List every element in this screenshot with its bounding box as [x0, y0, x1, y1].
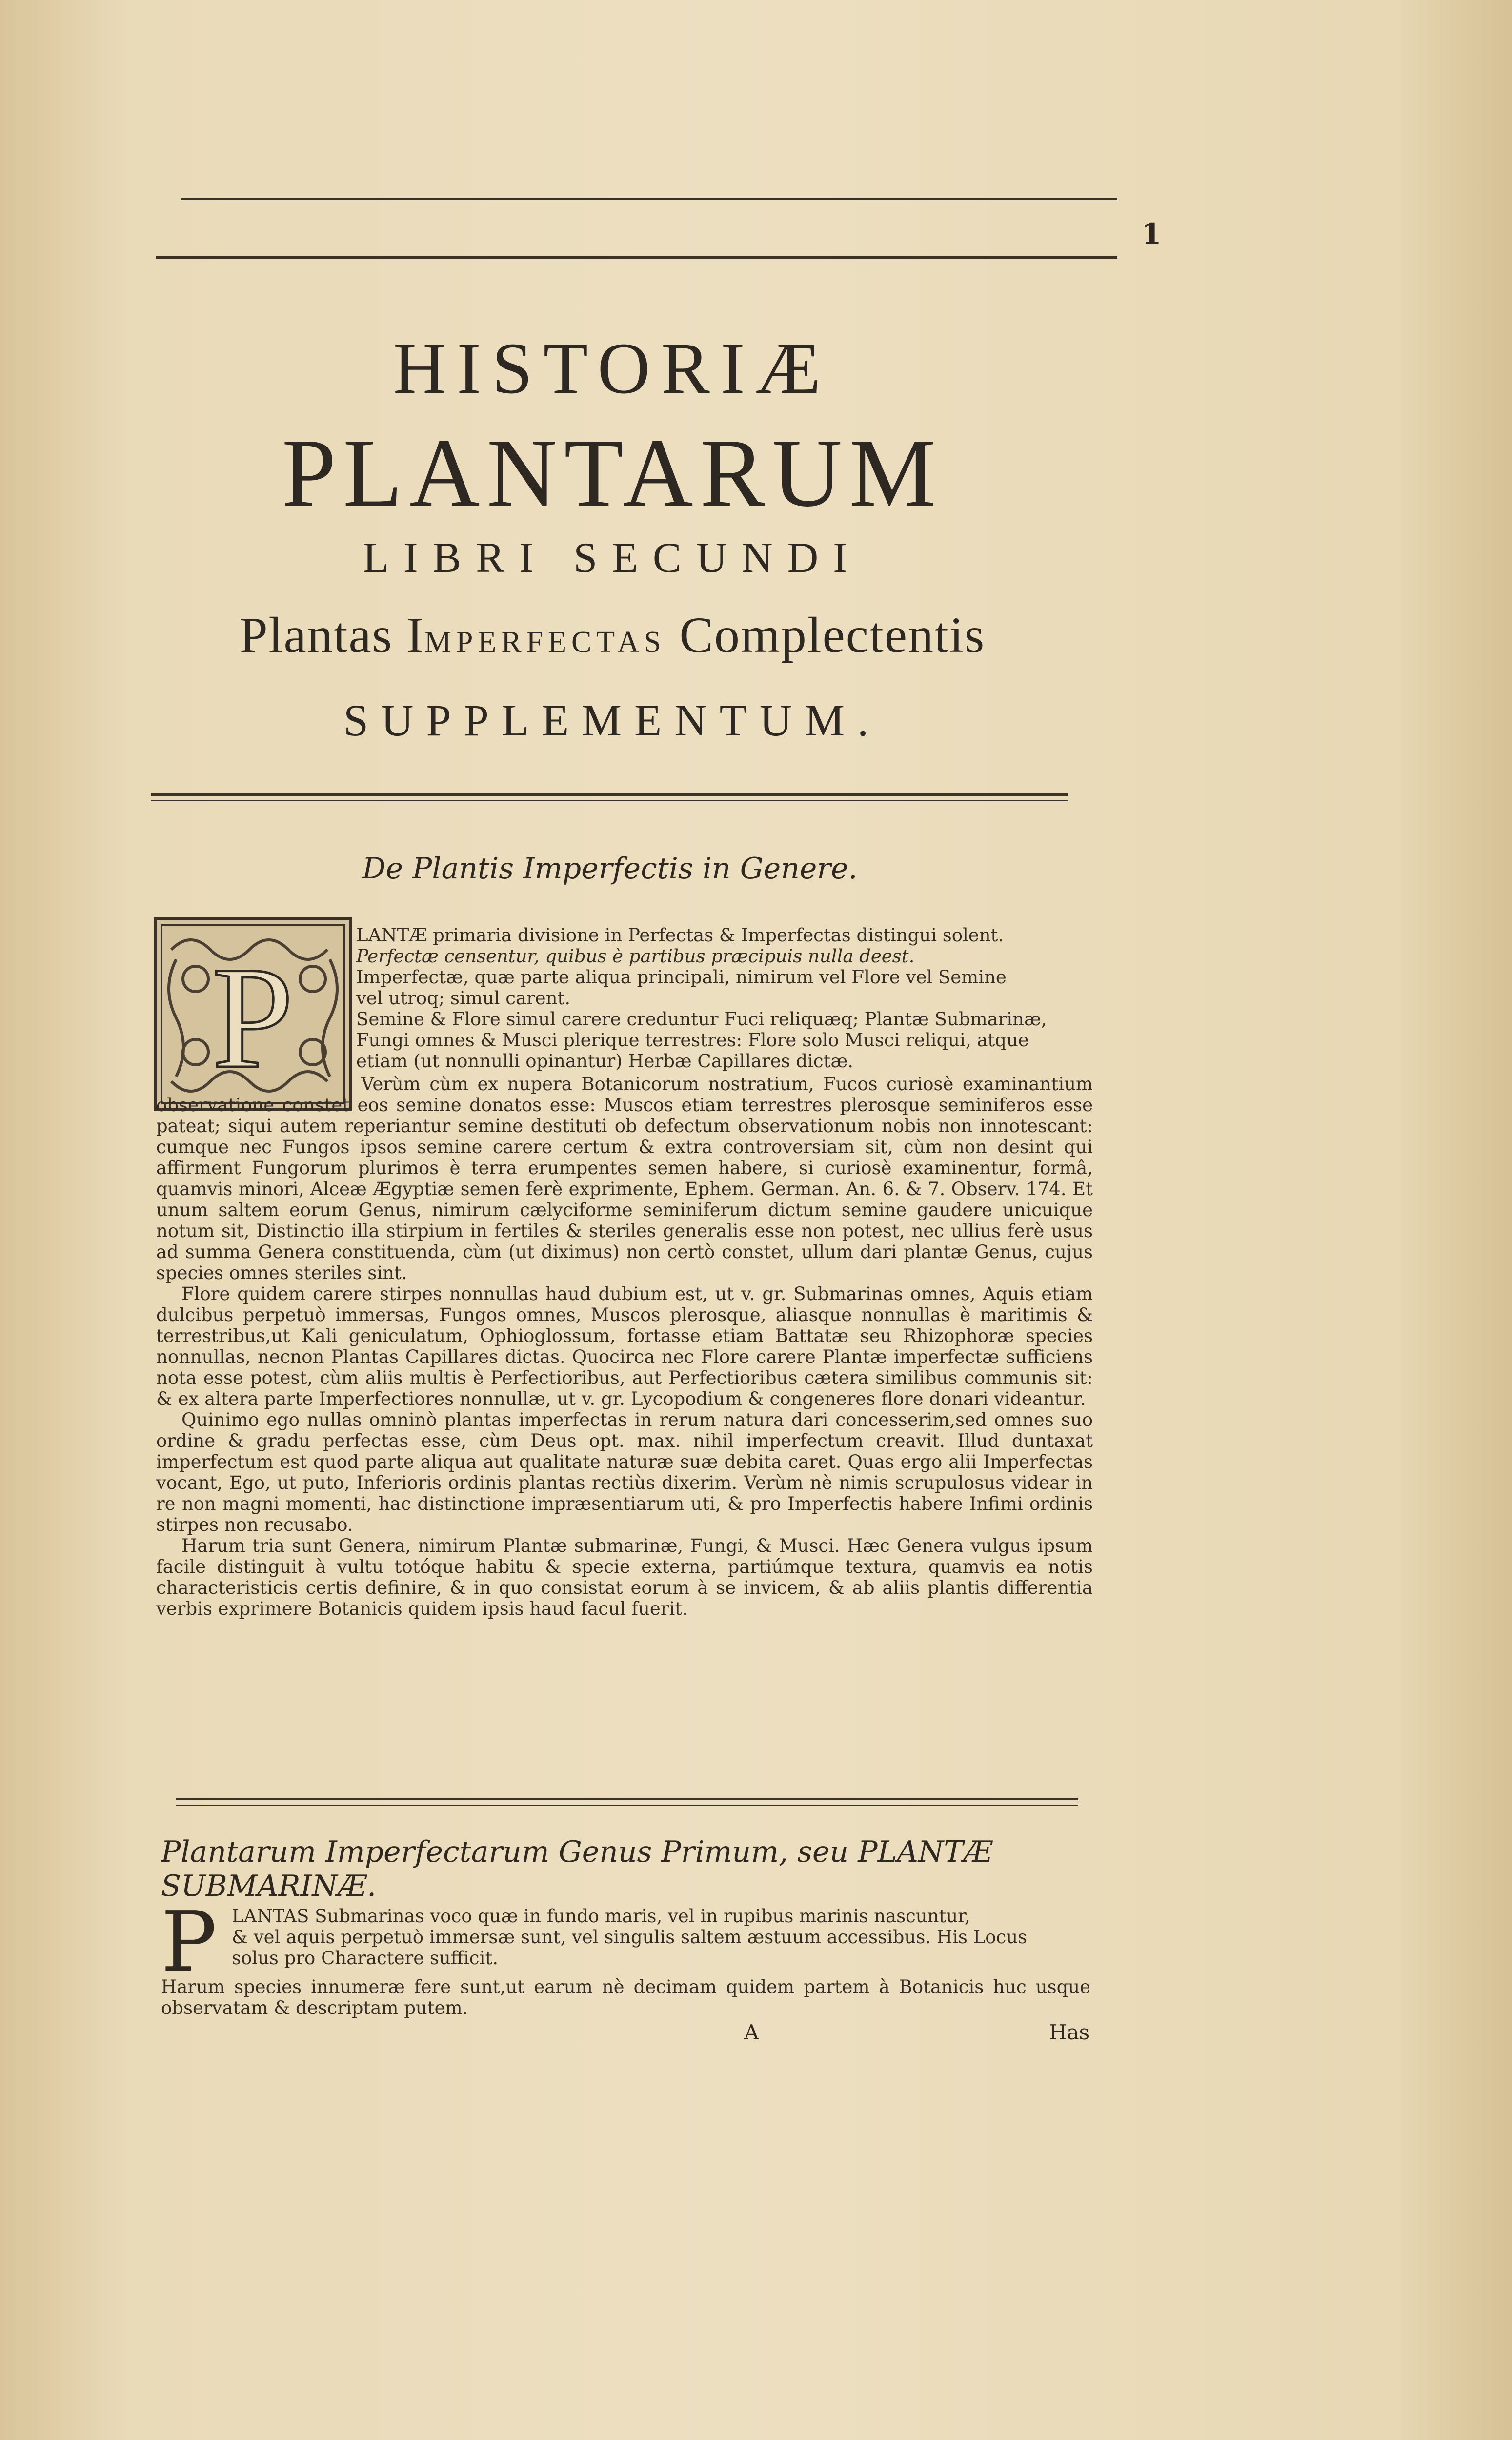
section-line: LANTAS Submarinas voco quæ in fundo maris, vel in rupibus marinis nascuntur,: [232, 1906, 970, 1927]
title-rule-thin: [151, 800, 1068, 801]
section-paragraph-2: Harum species innumeræ fere sunt,ut earum nè decimam quidem partem à Botanicis huc usque observatam & descriptam putem.: [161, 1976, 1090, 2018]
intro-line: Perfectæ censentur, quibus è partibus præcipuis nulla deest.: [356, 946, 915, 967]
title-complectentis: Complectentis: [679, 607, 986, 663]
top-rule-1: [181, 198, 1117, 200]
catchword: Has: [1049, 2020, 1090, 2044]
body-paragraph: Verùm cùm ex nupera Botanicorum nostratium, Fucos curiosè examinantium observatione constet eos semine donatos esse: Muscos etiam terrestres plerosque seminiferos esse pateat; siqui autem reperiantur semine destituti ob defectum observationum nobis non innotescant: cumque nec Fungos ipsos semine carere certum & extra controversiam sit, cùm non desint qui affirment Fungorum plurimos è terra erumpentes semen habere, si curiosè examinentur, formâ, quamvis minori, Alceæ Ægyptiæ semen ferè exprimente, Ephem. German. An. 6. & 7. Observ. 174. Et unum saltem eorum Genus, nimirum cælyciforme seminiferum dictum semine gaudere unicuique notum sit, Distinctio illa stirpium in fertiles & steriles generalis esse non potest, nec ullius ferè usus ad summa Genera constituenda, cùm (ut diximus) non certò constet, ullum dari plantæ Genus, cujus species omnes steriles sint.: [156, 1074, 1093, 1283]
intro-line: Imperfectæ, quæ parte aliqua principali, nimirum vel Flore vel Semine: [356, 967, 1007, 988]
intro-line: etiam (ut nonnulli opinantur) Herbæ Capillares dictæ.: [356, 1051, 854, 1072]
title-plantas: Plantas: [239, 607, 393, 663]
title-plantarum: PLANTARUM: [282, 419, 943, 527]
title-historiae: HISTORIÆ: [393, 328, 832, 409]
page-number: 1: [1142, 217, 1162, 250]
section-line: & vel aquis perpetuò immersæ sunt, vel singulis saltem æstuum accessibus. His Locus: [232, 1927, 1028, 1948]
title-rule: [151, 793, 1068, 796]
intro-line: Semine & Flore simul carere creduntur Fuci reliquæq; Plantæ Submarinæ,: [356, 1009, 1047, 1030]
signature-mark: A: [744, 2020, 759, 2044]
subheading: De Plantis Imperfectis in Genere.: [362, 852, 858, 886]
intro-paragraph: [356, 925, 1088, 1072]
title-libri-secundi: LIBRI SECUNDI: [363, 534, 862, 582]
body-paragraph: Harum tria sunt Genera, nimirum Plantæ submarinæ, Fungi, & Musci. Hæc Genera vulgus ipsum facile distinguit à vultu totóque habitu & specie externa, partiúmque textura, quamvis ea notis characteristicis certis definire, & in quo consistat eorum à se invicem, & ab aliis plantis differentia verbis exprimere Botanicis quidem ipsis haud facul fuerit.: [156, 1535, 1093, 1619]
section-dropcap: P: [161, 1894, 217, 1991]
title-supplementum: SUPPLEMENTUM.: [343, 695, 882, 745]
section-title: Plantarum Imperfectarum Genus Primum, seu PLANTÆ SUBMARINÆ.: [161, 1835, 993, 1903]
section-rule-thin: [176, 1805, 1078, 1806]
intro-line: vel utroq; simul carent.: [356, 988, 571, 1009]
section-line: solus pro Charactere sufficit.: [232, 1948, 498, 1969]
section-rule: [176, 1798, 1078, 1800]
intro-line: LANTÆ primaria divisione in Perfectas & Imperfectas distingui solent.: [356, 925, 1004, 946]
title-plantas-imperfectas: [122, 607, 1103, 663]
title-initial-i: I: [406, 607, 424, 663]
body-paragraph: Quinimo ego nullas omninò plantas imperfectas in rerum natura dari concesserim,sed omnes suo ordine & gradu perfectas esse, cùm Deus opt. max. nihil imperfectum creavit. Illud duntaxat imperfectum est quod parte aliqua aut qualitate naturæ suæ debita caret. Quas ergo alii Imperfectas vocant, Ego, ut puto, Inferioris ordinis plantas rectiùs dixerim. Verùm nè nimis scrupulosus videar in re non magni momenti, hac distinctione impræsentiarum uti, & pro Imperfectis habere Infimi ordinis stirpes non recusabo.: [156, 1409, 1093, 1535]
body-text: [156, 1074, 1093, 1619]
body-paragraph: Flore quidem carere stirpes nonnullas haud dubium est, ut v. gr. Submarinas omnes, Aquis etiam dulcibus perpetuò immersas, Fungos omnes, Muscos plerosque, aliasque nonnullas è maritimis & terrestribus,ut Kali geniculatum, Ophioglossum, fortasse etiam Battatæ seu Rhizophoræ species nonnullas, necnon Plantas Capillares dictas. Quocirca nec Flore carere Plantæ imperfectæ sufficiens nota esse potest, cùm aliis multis è Perfectioribus, aut Perfectioribus cætera similibus communis sit: & ex altera parte Imperfectiores nonnullæ, ut v. gr. Lycopodium & congeneres flore donari videantur.: [156, 1283, 1093, 1409]
top-rule-2: [156, 256, 1117, 259]
section-paragraph: [232, 1906, 1090, 1969]
dropcap-letter: P: [212, 936, 294, 1098]
intro-line: Fungi omnes & Musci plerique terrestres: Flore solo Musci reliqui, atque: [356, 1030, 1029, 1051]
title-mperfectas: MPERFECTAS: [424, 626, 666, 659]
